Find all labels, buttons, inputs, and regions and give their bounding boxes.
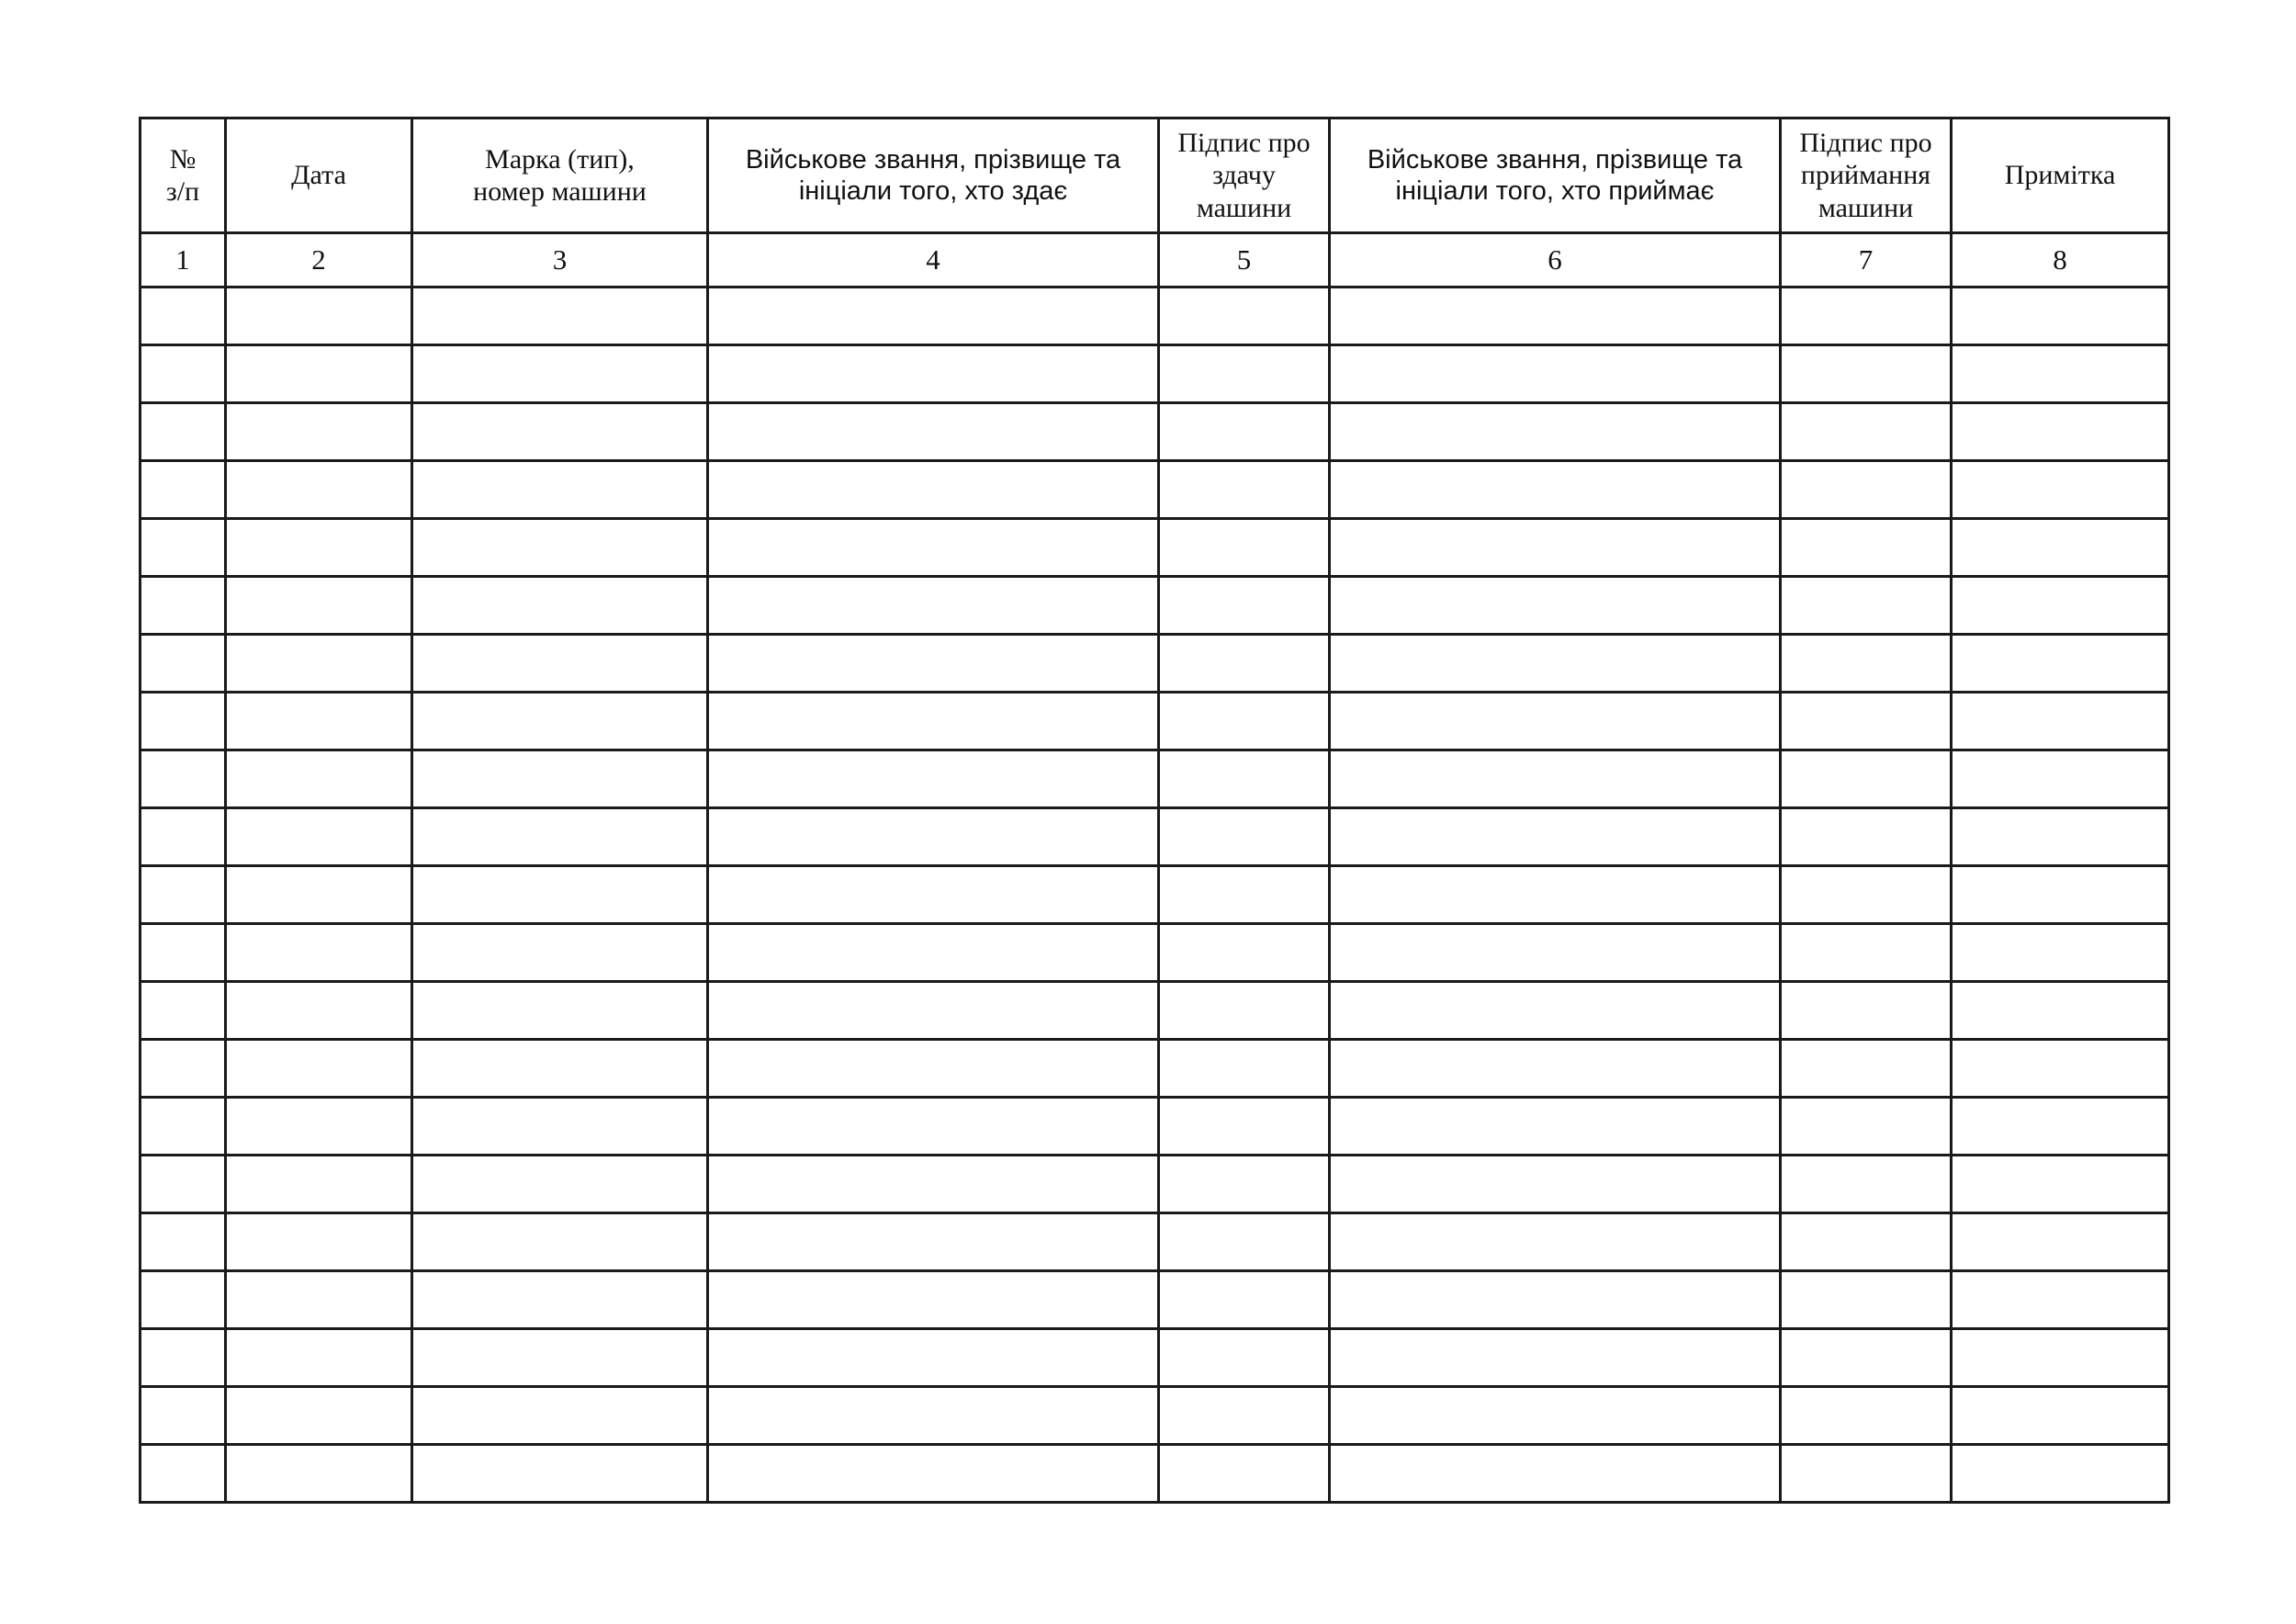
table-cell [226,1098,412,1156]
table-body [141,288,2169,1503]
table-cell [1781,1387,1952,1445]
header-handover-signature: Підпис про здачу машини [1159,118,1330,233]
table-cell [226,750,412,808]
table-cell [1781,1040,1952,1098]
table-cell [141,1271,226,1329]
table-cell [1330,1445,1781,1503]
table-cell [141,519,226,577]
table-row [141,288,2169,345]
column-number: 2 [226,233,412,288]
column-number: 6 [1330,233,1781,288]
table-cell [1952,808,2169,866]
table-cell [226,866,412,924]
table-cell [1781,1329,1952,1387]
table-cell [1952,693,2169,750]
table-cell [708,461,1159,519]
table-cell [226,1213,412,1271]
table-row [141,750,2169,808]
table-cell [708,808,1159,866]
table-cell [708,403,1159,461]
table-cell [226,635,412,693]
table-cell [1330,924,1781,982]
table-cell [412,1098,708,1156]
table-cell [1781,345,1952,403]
header-vehicle-model-number: Марка (тип), номер машини [412,118,708,233]
table-cell [226,924,412,982]
table-cell [1952,866,2169,924]
table-cell [1330,1098,1781,1156]
table-cell [1781,461,1952,519]
table-row [141,924,2169,982]
table-cell [226,577,412,635]
table-cell [412,1271,708,1329]
table-cell [708,982,1159,1040]
column-number: 5 [1159,233,1330,288]
table-cell [141,1040,226,1098]
table-cell [1952,1329,2169,1387]
table-row [141,577,2169,635]
table-cell [1330,1156,1781,1213]
table-cell [1781,635,1952,693]
table-cell [1952,750,2169,808]
table-cell [141,1156,226,1213]
table-row [141,1271,2169,1329]
table-row [141,693,2169,750]
table-cell [1330,345,1781,403]
table-cell [1781,1271,1952,1329]
table-cell [412,808,708,866]
table-cell [412,519,708,577]
table-cell [226,288,412,345]
table-cell [1330,982,1781,1040]
table-row [141,1213,2169,1271]
table-cell [708,1156,1159,1213]
table-row [141,635,2169,693]
table-cell [141,808,226,866]
table-cell [1330,1387,1781,1445]
table-cell [226,519,412,577]
table-cell [708,1387,1159,1445]
table-cell [412,982,708,1040]
table-cell [1952,924,2169,982]
table-cell [226,1156,412,1213]
table-cell [1781,1445,1952,1503]
table-cell [141,288,226,345]
table-cell [1159,924,1330,982]
table-cell [1781,288,1952,345]
table-cell [1330,288,1781,345]
table-cell [1159,1156,1330,1213]
table-cell [1952,1271,2169,1329]
table-cell [226,1040,412,1098]
table-cell [1330,519,1781,577]
table-cell [1159,1098,1330,1156]
table-cell [1330,635,1781,693]
column-number: 1 [141,233,226,288]
table-cell [1159,1387,1330,1445]
table-cell [1330,1213,1781,1271]
table-cell [1952,1387,2169,1445]
table-cell [1330,577,1781,635]
table-cell [1781,1156,1952,1213]
table-cell [708,750,1159,808]
table-cell [412,577,708,635]
column-number: 4 [708,233,1159,288]
table-cell [1952,982,2169,1040]
table-cell [1159,1445,1330,1503]
table-row [141,519,2169,577]
handover-table [139,117,2170,1504]
table-cell [1781,1213,1952,1271]
table-cell [1330,693,1781,750]
table-row [141,403,2169,461]
table-cell [708,1213,1159,1271]
table-cell [1952,519,2169,577]
table-cell [1952,345,2169,403]
table-cell [412,403,708,461]
table-cell [708,1271,1159,1329]
table-cell [412,1387,708,1445]
table-cell [1781,693,1952,750]
table-cell [141,1329,226,1387]
table-cell [412,1040,708,1098]
table-cell [141,577,226,635]
table-cell [708,288,1159,345]
table-row [141,345,2169,403]
column-number: 7 [1781,233,1952,288]
table-cell [141,1387,226,1445]
table-cell [226,1445,412,1503]
table-cell [1159,982,1330,1040]
table-cell [226,1387,412,1445]
table-row [141,982,2169,1040]
table-cell [708,693,1159,750]
table-row [141,866,2169,924]
table-cell [141,1445,226,1503]
table-row [141,808,2169,866]
column-number-row [141,233,2169,288]
table-cell [412,1156,708,1213]
table-row [141,461,2169,519]
table-row [141,1445,2169,1503]
table-cell [226,403,412,461]
header-handing-over-person: Військове звання, прізвище та ініціали того, хто здає [708,118,1159,233]
table-cell [708,924,1159,982]
table-cell [1159,288,1330,345]
table-cell [412,288,708,345]
table-cell [226,1271,412,1329]
table-cell [1952,1213,2169,1271]
table-cell [412,693,708,750]
table-cell [1781,750,1952,808]
table-cell [412,345,708,403]
table-cell [1159,519,1330,577]
table-cell [141,750,226,808]
table-cell [412,750,708,808]
table-cell [141,345,226,403]
table-row [141,1329,2169,1387]
table-cell [226,693,412,750]
table-cell [412,866,708,924]
table-cell [708,577,1159,635]
table-cell [141,403,226,461]
table-cell [1159,866,1330,924]
table-cell [141,635,226,693]
table-cell [1781,519,1952,577]
table-cell [1952,577,2169,635]
table-cell [708,866,1159,924]
table-cell [1781,808,1952,866]
table-cell [708,345,1159,403]
table-cell [226,1329,412,1387]
table-cell [1952,1156,2169,1213]
table-cell [1952,461,2169,519]
table-cell [1159,1213,1330,1271]
table-row [141,1098,2169,1156]
table-cell [412,635,708,693]
header-note: Примітка [1952,118,2169,233]
table-cell [141,1098,226,1156]
table-cell [1159,693,1330,750]
table-cell [1159,1271,1330,1329]
table-cell [1781,1098,1952,1156]
table-cell [708,1098,1159,1156]
table-row [141,1040,2169,1098]
table-cell [141,693,226,750]
table-cell [1330,866,1781,924]
table-cell [1159,1329,1330,1387]
table-cell [1781,866,1952,924]
table-cell [1159,403,1330,461]
table-cell [412,1445,708,1503]
table-cell [1330,750,1781,808]
table-cell [412,924,708,982]
vehicle-handover-register [139,117,2167,1504]
table-cell [708,1040,1159,1098]
table-cell [1159,635,1330,693]
table-cell [1952,635,2169,693]
column-number: 8 [1952,233,2169,288]
header-receiving-person: Військове звання, прізвище та ініціали того, хто приймає [1330,118,1781,233]
table-cell [141,982,226,1040]
table-cell [141,924,226,982]
table-cell [1159,577,1330,635]
table-cell [226,345,412,403]
table-cell [1330,461,1781,519]
table-cell [1159,750,1330,808]
table-cell [1781,577,1952,635]
table-cell [1159,1040,1330,1098]
table-cell [708,519,1159,577]
table-cell [1330,1271,1781,1329]
table-cell [1330,403,1781,461]
table-cell [226,461,412,519]
table-cell [141,1213,226,1271]
header-receipt-signature: Підпис про приймання машини [1781,118,1952,233]
table-cell [141,461,226,519]
table-cell [412,1329,708,1387]
table-cell [141,866,226,924]
header-number: № з/п [141,118,226,233]
table-cell [708,635,1159,693]
table-cell [1330,1329,1781,1387]
table-cell [1952,288,2169,345]
table-cell [1952,1040,2169,1098]
table-cell [1952,1098,2169,1156]
table-cell [1159,461,1330,519]
table-cell [412,1213,708,1271]
table-cell [226,982,412,1040]
header-date: Дата [226,118,412,233]
column-number: 3 [412,233,708,288]
table-cell [1781,982,1952,1040]
table-cell [708,1329,1159,1387]
table-cell [1159,808,1330,866]
table-cell [1159,345,1330,403]
table-cell [1952,1445,2169,1503]
table-row [141,1156,2169,1213]
table-cell [1330,808,1781,866]
table-row [141,1387,2169,1445]
table-cell [1952,403,2169,461]
table-cell [226,808,412,866]
table-cell [1330,1040,1781,1098]
table-cell [708,1445,1159,1503]
table-cell [1781,403,1952,461]
table-cell [1781,924,1952,982]
header-row [141,118,2169,233]
table-cell [412,461,708,519]
